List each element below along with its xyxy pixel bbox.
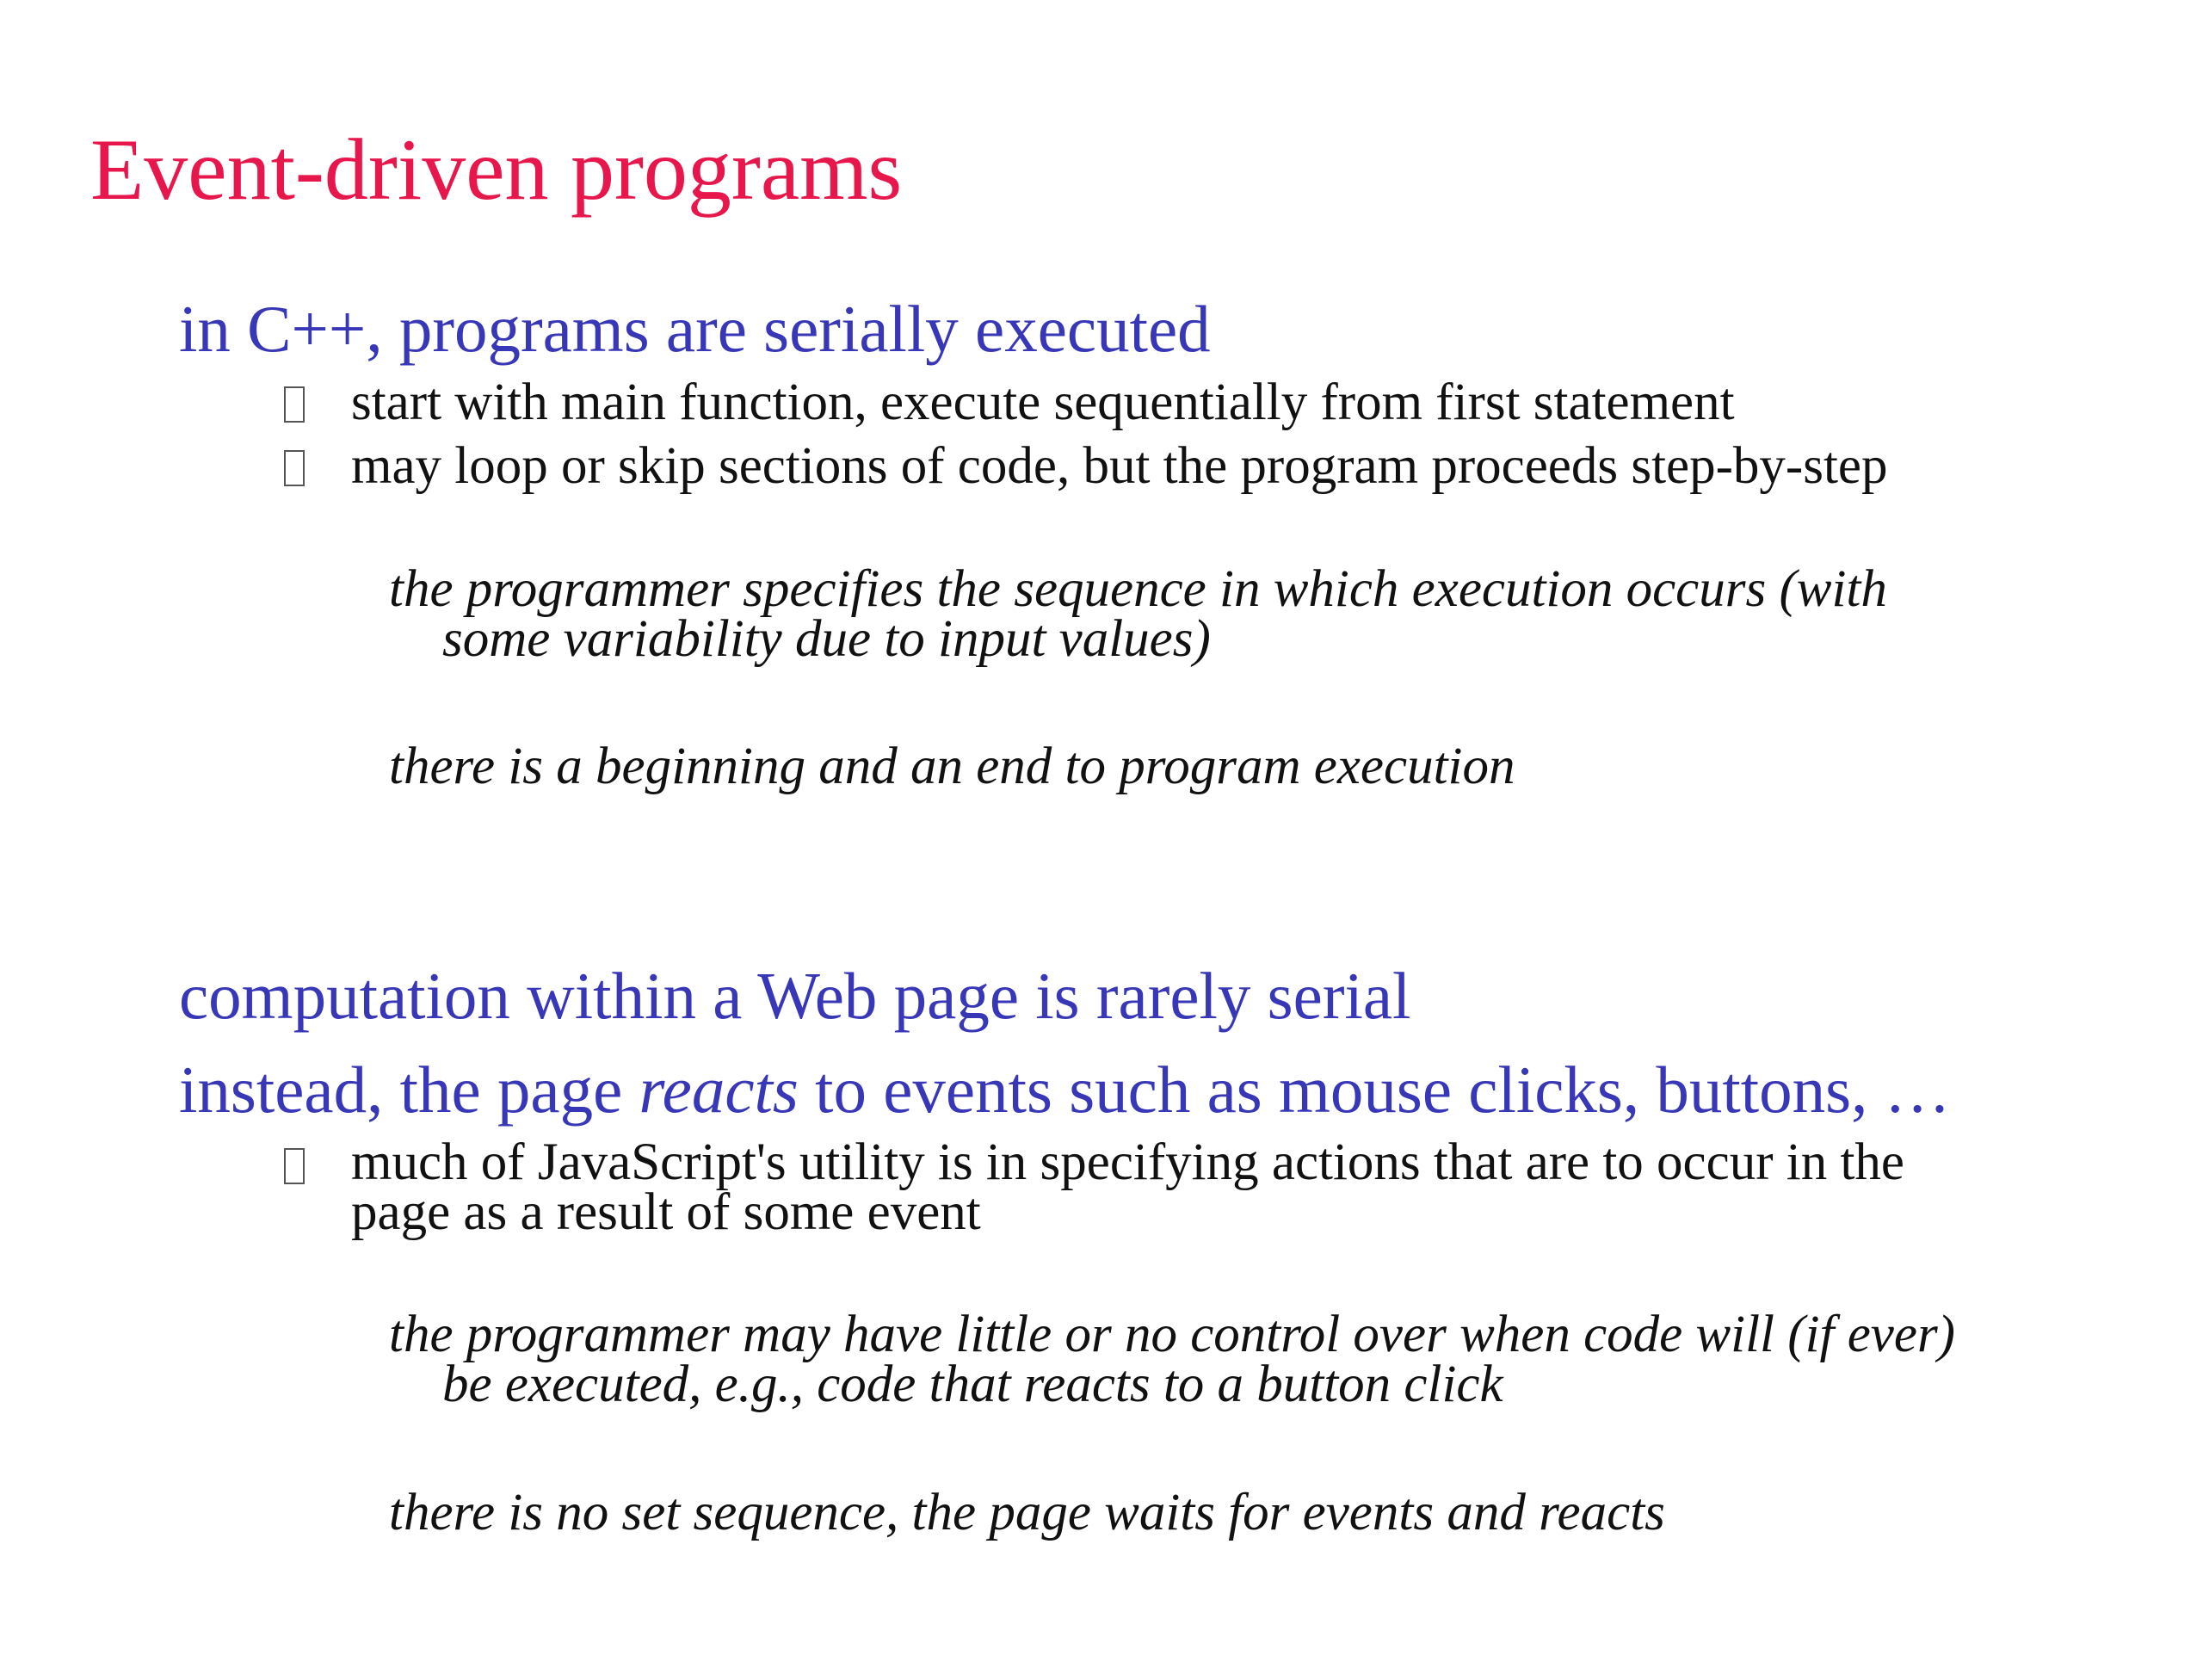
section2-heading-1: computation within a Web page is rarely serial (179, 959, 1411, 1033)
note-line-2: some variability due to input values) (442, 609, 1211, 668)
square-bullet-icon (284, 386, 305, 423)
note-line-1: the programmer specifies the sequence in which execution occurs (with (389, 560, 1887, 618)
note-line-1: there is no set sequence, the page waits for events and reacts (389, 1484, 1665, 1541)
section1-note-1 (389, 560, 1887, 668)
section2-note-1 (389, 1306, 1955, 1413)
square-bullet-icon (284, 1148, 305, 1184)
heading-text-before: instead, the page (179, 1053, 639, 1127)
section2-note-2 (389, 1484, 1665, 1541)
note-line-1: the programmer may have little or no control over when code will (if ever) (389, 1306, 1955, 1363)
section1-note-2 (389, 738, 1515, 795)
square-bullet-icon (284, 450, 305, 486)
section1-heading: in C++, programs are serially executed (179, 292, 1211, 366)
bullet-text: may loop or skip sections of code, but the program proceeds step-by-step (351, 437, 1888, 495)
bullet-line-2: page as a result of some event (351, 1183, 981, 1241)
heading-text-after: to events such as mouse clicks, buttons, … (798, 1053, 1951, 1127)
note-line-1: there is a beginning and an end to program execution (389, 738, 1515, 795)
heading-emphasis: reacts (639, 1053, 799, 1127)
bullet-text: start with main function, execute sequentially from first statement (351, 374, 1735, 431)
slide-title: Event-driven programs (90, 121, 903, 219)
note-line-2: be executed, e.g., code that reacts to a button click (442, 1355, 1503, 1413)
bullet-text (351, 1133, 1904, 1241)
bullet-line-1: much of JavaScript's utility is in specifying actions that are to occur in the (351, 1133, 1904, 1191)
section2-heading-2 (179, 1052, 1951, 1128)
